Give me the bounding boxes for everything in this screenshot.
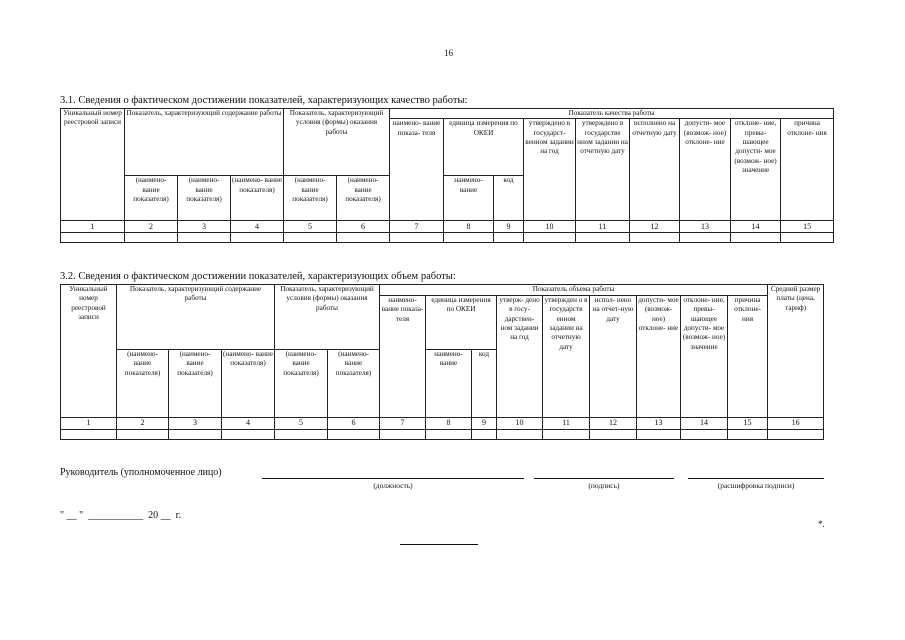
- position-caption: (должность): [373, 481, 413, 490]
- header-subcol: (наимено- вание показателя): [275, 350, 328, 418]
- header-unit-name: наимено- вание: [426, 350, 472, 418]
- column-number: 11: [543, 418, 590, 430]
- signature-caption: (подпись): [588, 481, 620, 490]
- column-number: 1: [61, 418, 117, 430]
- header-subcol: (наимено- вание показателя): [117, 350, 169, 418]
- header-subcol: (наимено- вание показателя): [125, 176, 178, 221]
- header-allowed-deviation: допусти- мое (возмож- ное) отклоне- ние: [637, 296, 681, 418]
- column-number: 8: [444, 221, 494, 233]
- column-number: 13: [680, 221, 731, 233]
- column-number: 2: [125, 221, 178, 233]
- column-number: 7: [380, 418, 426, 430]
- column-number: 13: [637, 418, 681, 430]
- header-conditions: Показатель, характеризующий условия (формы) оказания работы: [284, 109, 390, 176]
- column-number: 7: [390, 221, 444, 233]
- quality-indicators-table: [60, 108, 834, 243]
- signature-line: [534, 478, 674, 479]
- page-number: 16: [444, 48, 453, 58]
- header-allowed-deviation: допусти- мое (возмож- ное) отклоне- ние: [680, 119, 731, 221]
- empty-data-row: [61, 430, 824, 440]
- header-approved-year: утверж- дено в госу- дарствен- ном задании на год: [497, 296, 543, 418]
- header-approved-date: утвержден о в государств енном задании на отчетную дату: [543, 296, 590, 418]
- header-registry: Уникальный номер реестровой записи: [61, 285, 117, 418]
- header-subcol: (наимено- вание показателя): [284, 176, 337, 221]
- empty-data-row: [61, 233, 834, 243]
- column-number: 12: [590, 418, 637, 430]
- column-number: 10: [497, 418, 543, 430]
- column-number: 15: [728, 418, 768, 430]
- date-line: " __ " ___________ 20 __ г.: [60, 510, 182, 521]
- header-unit-code: код: [472, 350, 497, 418]
- decoding-caption: (расшифровка подписи): [717, 481, 795, 490]
- volume-indicators-table: [60, 284, 824, 440]
- column-number: 4: [231, 221, 284, 233]
- header-subcol: (наимено- вание показателя): [222, 350, 275, 418]
- column-number: 9: [472, 418, 497, 430]
- column-number: 12: [630, 221, 680, 233]
- column-number: 14: [731, 221, 781, 233]
- header-subcol: (наимено- вание показателя): [337, 176, 390, 221]
- section-title-quality: 3.1. Сведения о фактическом достижении показателей, характеризующих качество работы:: [60, 95, 468, 106]
- header-unit: единица измерения по ОКЕИ: [426, 296, 497, 350]
- header-unit-code: код: [494, 176, 524, 221]
- column-number: 10: [524, 221, 576, 233]
- column-number: 11: [576, 221, 630, 233]
- column-number: 9: [494, 221, 524, 233]
- decoding-line: [688, 478, 824, 479]
- column-number: 3: [178, 221, 231, 233]
- footnote-rule: [400, 544, 478, 545]
- header-unit: единица измерения по ОКЕИ: [444, 119, 524, 176]
- section-title-volume: 3.2. Сведения о фактическом достижении показателей, характеризующих объем работы:: [60, 271, 456, 282]
- column-number: 2: [117, 418, 169, 430]
- header-approved-date: утверждено в государстве нном задании на отчетную дату: [576, 119, 630, 221]
- header-subcol: (наимено- вание показателя): [328, 350, 380, 418]
- signatory-label: Руководитель (уполномоченное лицо): [60, 467, 222, 478]
- header-indicator-group: Показатель качества работы: [390, 109, 834, 119]
- header-subcol: (наимено- вание показателя): [169, 350, 222, 418]
- footnote-mark: *.: [818, 519, 825, 529]
- column-numbers-row: [61, 221, 834, 233]
- header-content: Показатель, характеризующий содержание работы: [117, 285, 275, 350]
- header-deviation-reason: причина отклоне- ния: [781, 119, 834, 221]
- column-number: 16: [768, 418, 824, 430]
- header-exceeding-deviation: отклоне- ние, превы- шающее допусти- мое (возмож- ное) значение: [731, 119, 781, 221]
- column-number: 6: [337, 221, 390, 233]
- column-number: 1: [61, 221, 125, 233]
- header-subcol: (наимено- вание показателя): [231, 176, 284, 221]
- header-deviation-reason: причина отклоне- ния: [728, 296, 768, 418]
- header-indicator-group: Показатель объема работы: [380, 285, 768, 296]
- header-executed: испол- нено на отчет-ную дату: [590, 296, 637, 418]
- column-number: 5: [284, 221, 337, 233]
- column-number: 4: [222, 418, 275, 430]
- header-indicator-name: наимено- вание показа- теля: [380, 296, 426, 418]
- header-content: Показатель, характеризующий содержание работы: [125, 109, 284, 176]
- column-number: 3: [169, 418, 222, 430]
- header-subcol: (наимено- вание показателя): [178, 176, 231, 221]
- column-number: 5: [275, 418, 328, 430]
- position-line: [262, 478, 524, 479]
- header-conditions: Показатель, характеризующий условия (формы) оказания работы: [275, 285, 380, 350]
- column-number: 8: [426, 418, 472, 430]
- column-number: 6: [328, 418, 380, 430]
- header-unit-name: наимено- вание: [444, 176, 494, 221]
- header-average-fee: Средний размер платы (цена, тариф): [768, 285, 824, 418]
- header-indicator-name: наимено- вание показа- теля: [390, 119, 444, 221]
- header-approved-year: утверждено в государст- венном задании на год: [524, 119, 576, 221]
- header-exceeding-deviation: отклоне- ние, превы- шающее допусти- мое (возмож- ное) значение: [681, 296, 728, 418]
- column-number: 14: [681, 418, 728, 430]
- header-executed: исполнено на отчетную дату: [630, 119, 680, 221]
- column-numbers-row: [61, 418, 824, 430]
- header-registry: Уникальный номер реестровой записи: [61, 109, 125, 221]
- column-number: 15: [781, 221, 834, 233]
